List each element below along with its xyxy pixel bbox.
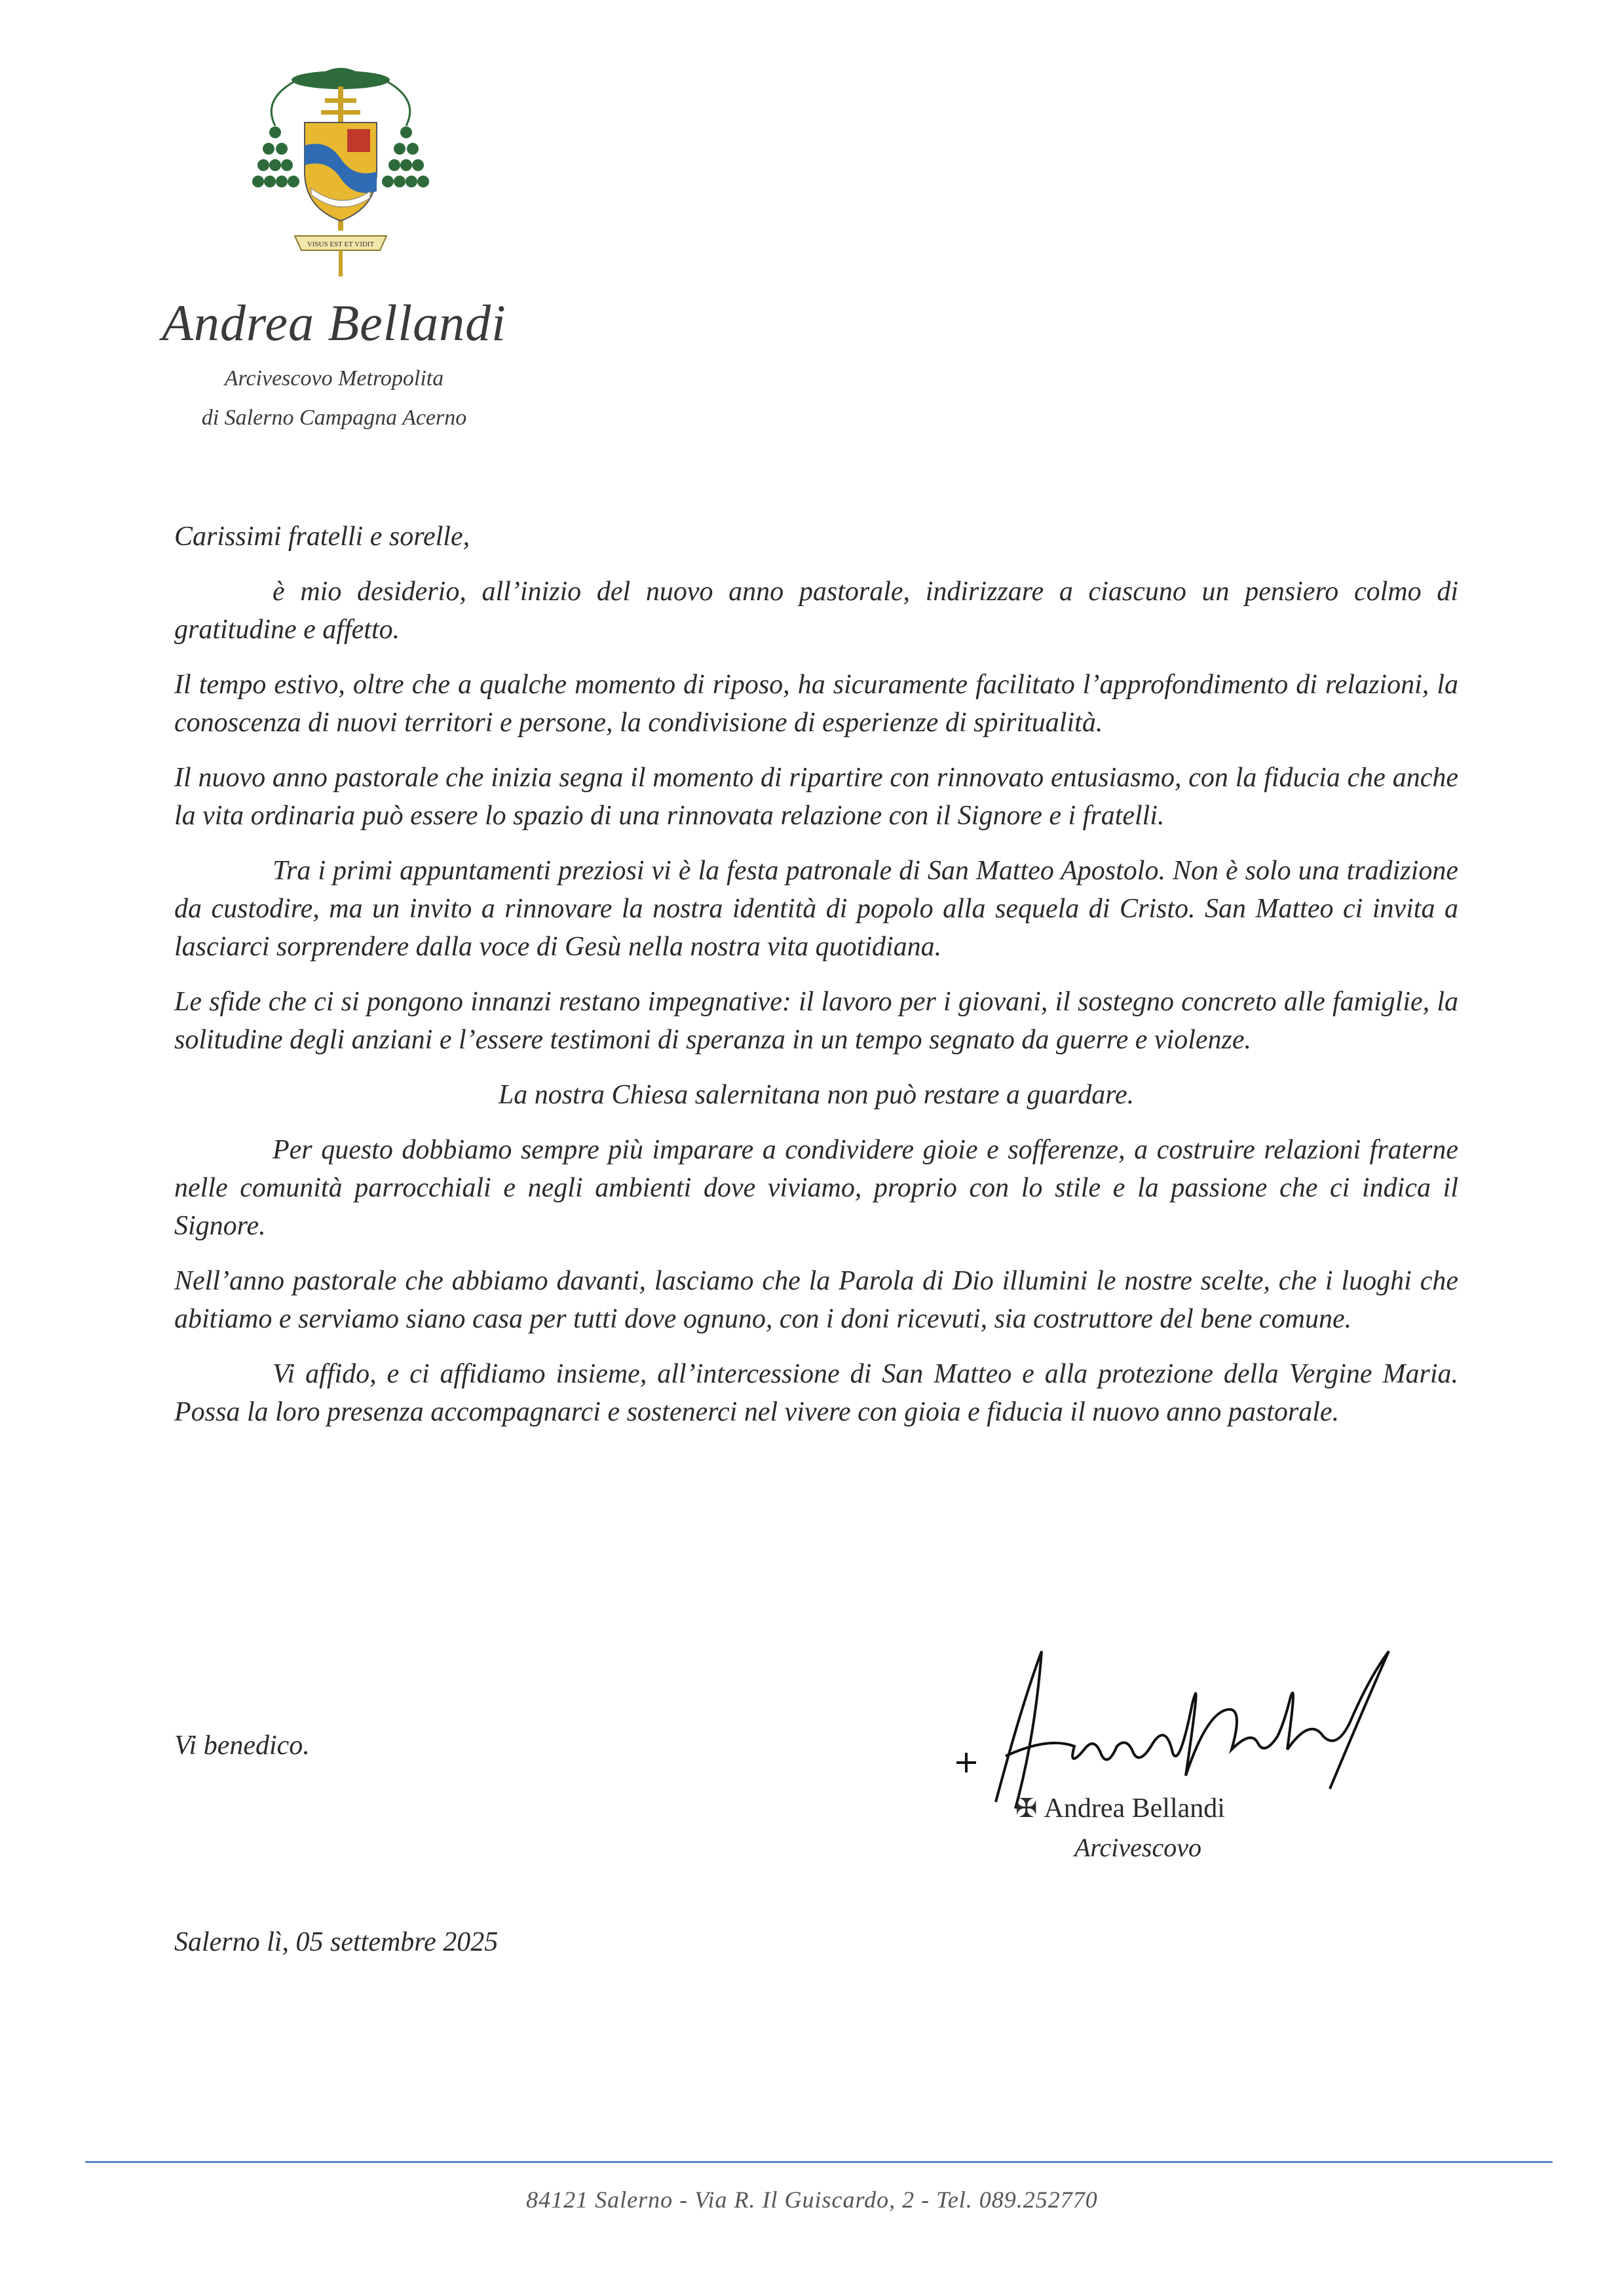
letter-date: Salerno lì, 05 settembre 2025 xyxy=(174,1927,499,1957)
paragraph: Il nuovo anno pastorale che inizia segna il momento di ripartire con rinnovato entusiasmo, con la fiducia che anche la vita ordinaria può essere lo spazio di una rinnovata relazione con il Signore e i fratelli. xyxy=(174,763,1458,831)
coat-of-arms xyxy=(249,60,432,283)
sender-title-line-1: Arcivescovo Metropolita xyxy=(224,366,444,391)
sender-title xyxy=(131,359,537,438)
paragraph: Le sfide che ci si pongono innanzi restano impegnative: il lavoro per i giovani, il sostegno concreto alle famiglie, la solitudine degli anziani e l’essere testimoni di speranza in un tempo segnato da guerre e violenze. xyxy=(174,987,1458,1055)
paragraph: La nostra Chiesa salernitana non può restare a guardare. xyxy=(498,1080,1135,1110)
paragraph: Vi affido, e ci affidiamo insieme, all’intercessione di San Matteo e alla protezione della Vergine Maria. Possa la loro presenza accompagnarci e sostenerci nel vivere con gioia e fiducia il nuovo anno pastorale. xyxy=(174,1359,1458,1427)
letter-body xyxy=(174,518,1458,1448)
signatory-role: Arcivescovo xyxy=(1074,1833,1201,1862)
crest-motto: VISUS EST ET VIDIT xyxy=(307,240,375,248)
paragraph: Nell’anno pastorale che abbiamo davanti, lasciamo che la Parola di Dio illumini le nostre scelte, che i luoghi che abitiamo e serviamo siano casa per tutti dove ognuno, con i doni ricevuti, sia costruttore del bene comune. xyxy=(174,1266,1458,1334)
paragraph: Per questo dobbiamo sempre più imparare a condividere gioie e sofferenze, a costruire relazioni fraterne nelle comunità parrocchiali e negli ambienti dove viviamo, proprio con lo stile e la passione che ci indica il Signore. xyxy=(174,1135,1458,1241)
closing: Vi benedico. xyxy=(174,1731,310,1761)
sender-name: Andrea Bellandi xyxy=(162,294,506,351)
sender-title-line-2: di Salerno Campagna Acerno xyxy=(201,406,467,430)
signatory-name: Andrea Bellandi xyxy=(1044,1793,1225,1824)
signature-name xyxy=(1015,1793,1225,1824)
paragraph: è mio desiderio, all’inizio del nuovo anno pastorale, indirizzare a ciascuno un pensiero colmo di gratitudine e affetto. xyxy=(174,577,1458,645)
salutation: Carissimi fratelli e sorelle, xyxy=(174,522,470,552)
paragraph: Il tempo estivo, oltre che a qualche momento di riposo, ha sicuramente facilitato l’approfondimento di relazioni, la conoscenza di nuovi territori e persone, la condivisione di esperienze di spiritualità. xyxy=(174,670,1458,738)
footer-address: 84121 Salerno - Via R. Il Guiscardo, 2 - Tel. 089.252770 xyxy=(526,2187,1098,2213)
footer-divider xyxy=(85,2161,1553,2163)
paragraph: Tra i primi appuntamenti preziosi vi è la festa patronale di San Matteo Apostolo. Non è solo una tradizione da custodire, ma un invito a rinnovare la nostra identità di popolo alla sequela di Cristo. San Matteo ci invita a lasciarci sorprendere dalla voce di Gesù nella nostra vita quotidiana. xyxy=(174,856,1458,962)
cross-icon: ✠ xyxy=(1015,1793,1038,1823)
